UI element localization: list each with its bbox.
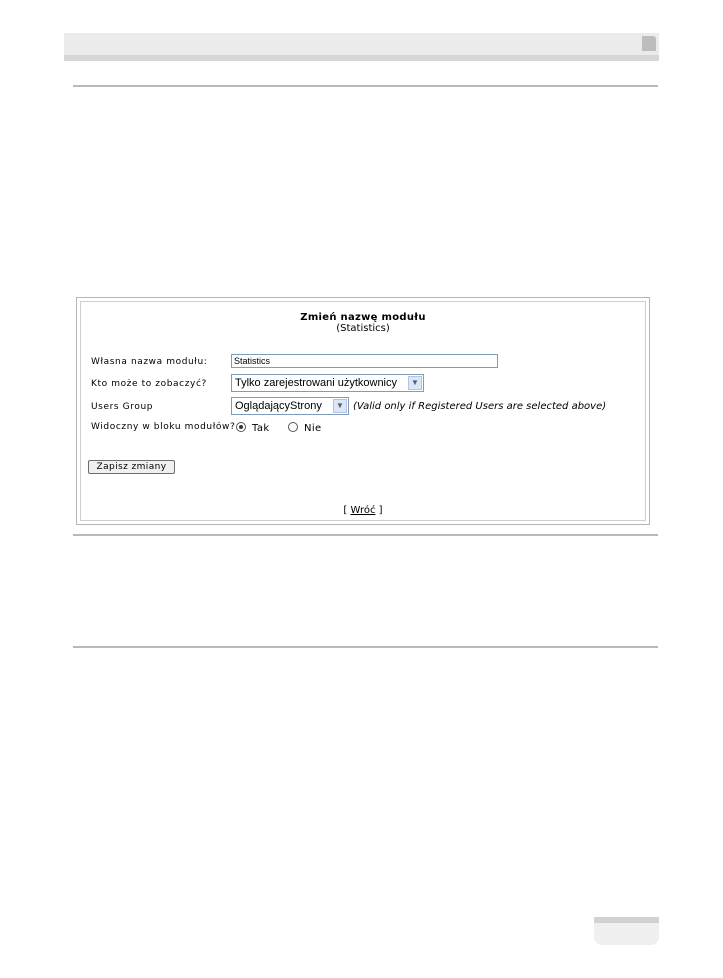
back-bracket-open: [ (343, 505, 348, 516)
back-bracket-close: ] (378, 505, 383, 516)
users-group-select[interactable] (231, 397, 349, 415)
radio-nie[interactable] (288, 422, 298, 432)
users-group-note: (Valid only if Registered Users are selected above) (353, 401, 607, 412)
divider-middle (73, 534, 658, 536)
chevron-down-icon[interactable]: ▼ (333, 399, 347, 413)
radio-tak[interactable] (236, 422, 246, 432)
back-link[interactable]: Wróć (350, 505, 376, 516)
who-can-see-value: Tylko zarejestrowani użytkownicy (235, 377, 398, 389)
page-header-underline (64, 55, 659, 61)
chevron-down-icon[interactable]: ▼ (408, 376, 422, 390)
users-group-value: OglądającyStrony (235, 400, 322, 412)
page-footer-tab-stripe (594, 917, 659, 923)
radio-tak-label: Tak (252, 423, 270, 434)
who-can-see-label: Kto może to zobaczyć? (91, 379, 207, 389)
users-group-label: Users Group (91, 402, 154, 412)
module-rename-panel (76, 297, 650, 525)
panel-inner-frame (80, 301, 646, 521)
who-can-see-select[interactable] (231, 374, 424, 392)
divider-bottom (73, 646, 658, 648)
visible-in-block-label: Widoczny w bloku modułów? (91, 422, 236, 432)
save-changes-button[interactable]: Zapisz zmiany (88, 460, 175, 474)
radio-selected-dot (239, 425, 243, 429)
divider-top (73, 85, 658, 87)
panel-subtitle: (Statistics) (336, 323, 390, 334)
module-name-input[interactable] (231, 354, 498, 368)
back-link-row (81, 505, 645, 516)
module-name-label: Własna nazwa modułu: (91, 357, 208, 367)
radio-nie-label: Nie (304, 423, 322, 434)
panel-title: Zmień nazwę modułu (300, 312, 426, 323)
page-header-band (64, 33, 659, 55)
page-corner-tab (642, 36, 656, 51)
